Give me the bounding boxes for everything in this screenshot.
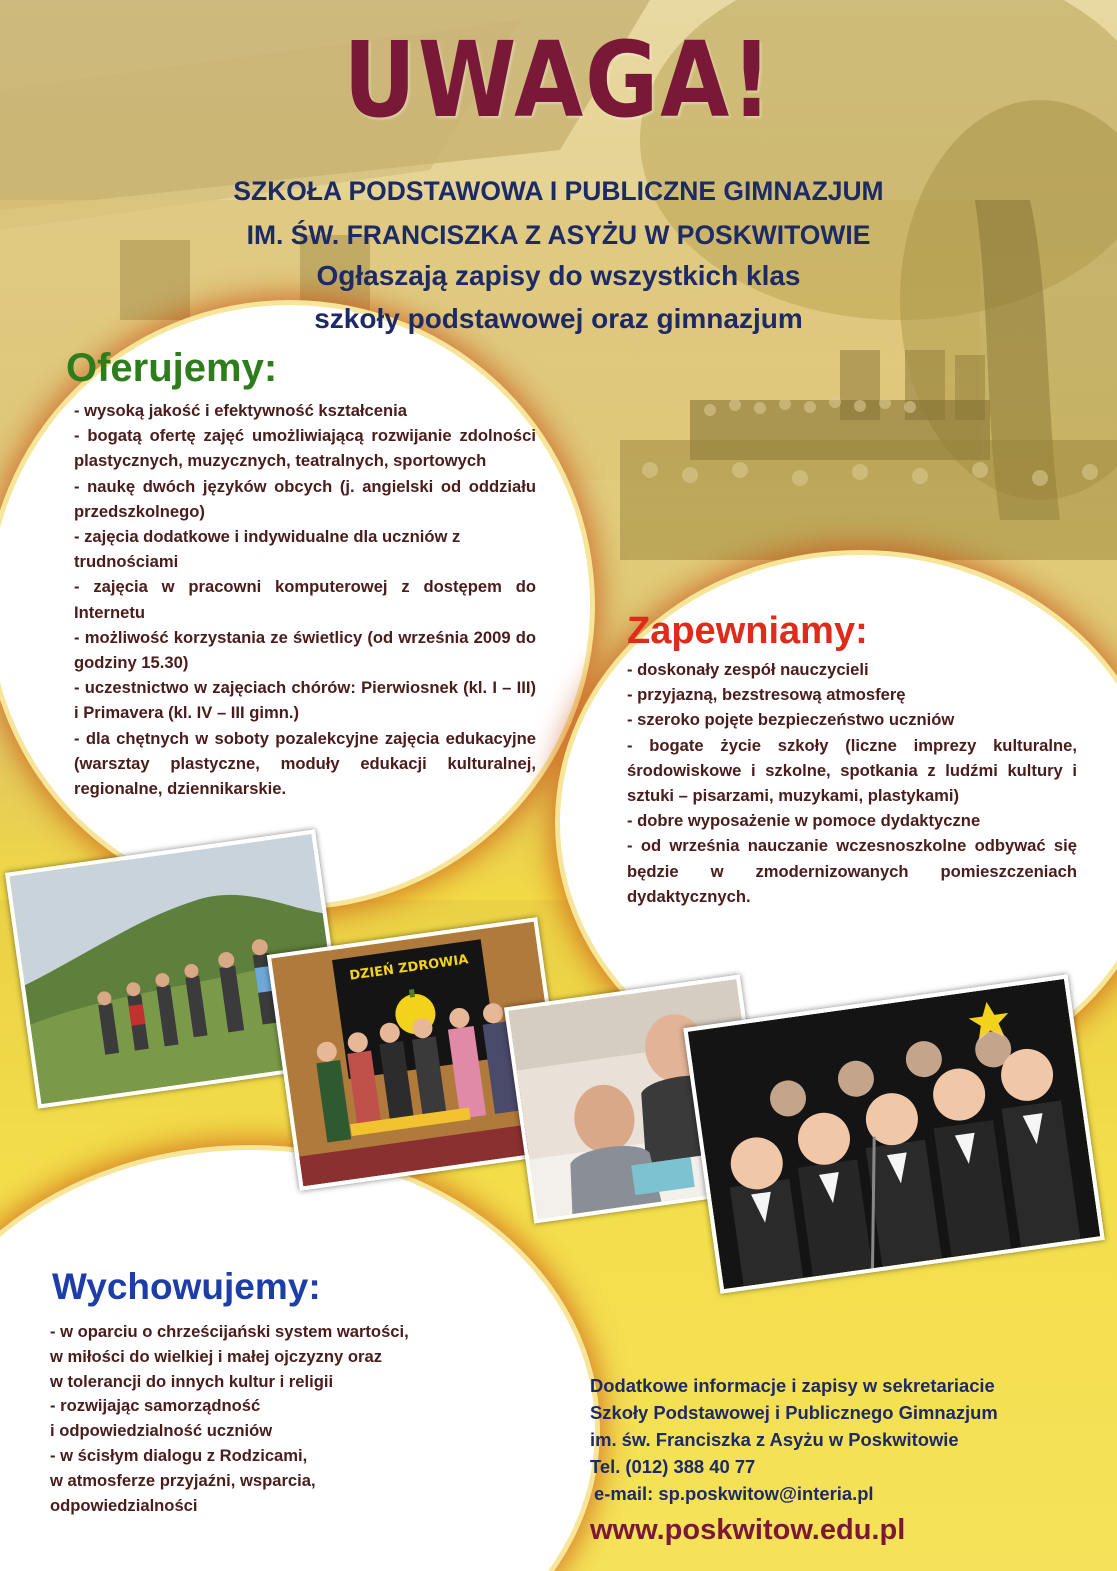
raise-line: - w oparciu o chrześcijański system wartości,: [50, 1322, 409, 1341]
contact-line-3: im. św. Franciszka z Asyżu w Poskwitowie: [590, 1429, 959, 1450]
school-name-line-1: SZKOŁA PODSTAWOWA I PUBLICZNE GIMNAZJUM: [233, 176, 884, 206]
provide-item: - od września nauczanie wczesnoszkolne odbywać się będzie w zmodernizowanych pomieszczeniach dydaktycznych.: [627, 836, 1077, 906]
raise-heading: Wychowujemy:: [52, 1266, 321, 1307]
raise-line: - w ścisłym dialogu z Rodzicami,: [50, 1445, 308, 1465]
poster-title: UWAGA!: [343, 19, 774, 141]
raise-line: odpowiedzialności: [50, 1495, 198, 1515]
contact-line-1: Dodatkowe informacje i zapisy w sekretariacie: [590, 1375, 995, 1396]
provide-list: [627, 657, 1077, 909]
provide-item: - doskonały zespół nauczycieli: [627, 660, 869, 679]
contact-email[interactable]: e-mail: sp.poskwitow@interia.pl: [594, 1483, 874, 1504]
choir-photo: [683, 974, 1105, 1293]
contact-phone: Tel. (012) 388 40 77: [590, 1456, 756, 1477]
offer-item: - zajęcia dodatkowe i indywidualne dla uczniów z trudnościami: [74, 527, 461, 572]
offer-item: - naukę dwóch języków obcych (j. angielski od oddziału przedszkolnego): [74, 476, 536, 521]
announcement-line-2: szkoły podstawowej oraz gimnazjum: [314, 303, 803, 334]
provide-item: - przyjazną, bezstresową atmosferę: [627, 685, 906, 705]
raise-line: i odpowiedzialność uczniów: [50, 1421, 273, 1441]
raise-line: w tolerancji do innych kultur i religii: [50, 1371, 334, 1391]
offer-item: - uczestnictwo w zajęciach chórów: Pierwiosnek (kl. I – III) i Primavera (kl. IV – III gimn.): [74, 678, 536, 723]
offer-item: - wysoką jakość i efektywność kształcenia: [74, 401, 407, 420]
raise-line: - rozwijając samorządność: [50, 1396, 261, 1416]
school-name-line-2: IM. ŚW. FRANCISZKA Z ASYŻU W POSKWITOWIE: [246, 220, 871, 250]
provide-item: - szeroko pojęte bezpieczeństwo uczniów: [627, 710, 955, 730]
contact-line-2: Szkoły Podstawowej i Publicznego Gimnazjum: [590, 1402, 998, 1423]
offer-item: - dla chętnych w soboty pozalekcyjne zajęcia edukacyjne (warsztay plastyczne, moduły edukacji kulturalnej, regionalne, dziennikarskie.: [74, 728, 536, 799]
offer-list: [74, 398, 536, 801]
provide-item: - dobre wyposażenie w pomoce dydaktyczne: [627, 811, 981, 831]
choir-photo-image: [688, 979, 1100, 1289]
offer-heading: Oferujemy:: [66, 346, 278, 390]
offer-item: - zajęcia w pracowni komputerowej z dostępem do Internetu: [74, 577, 536, 622]
health-day-banner: DZIEŃ ZDROWIA: [348, 952, 470, 984]
raise-list: [50, 1320, 470, 1518]
website-link[interactable]: www.poskwitow.edu.pl: [590, 1514, 906, 1546]
offer-item: - bogatą ofertę zajęć umożliwiającą rozwijanie zdolności plastycznych, muzycznych, teatralnych, sportowych: [74, 426, 536, 471]
contact-info: [590, 1372, 998, 1507]
announcement-line-1: Ogłaszają zapisy do wszystkich klas: [316, 260, 801, 291]
raise-line: w atmosferze przyjaźni, wsparcia,: [50, 1470, 316, 1490]
provide-item: - bogate życie szkoły (liczne imprezy kulturalne, środowiskowe i szkolne, spotkania z ludźmi kultury i sztuki – pisarzami, muzykami, plastykami): [627, 735, 1077, 806]
provide-heading: Zapewniamy:: [627, 610, 868, 652]
offer-item: - możliwość korzystania ze świetlicy (od września 2009 do godziny 15.30): [74, 627, 536, 673]
raise-line: w miłości do wielkiej i małej ojczyzny oraz: [50, 1346, 382, 1366]
